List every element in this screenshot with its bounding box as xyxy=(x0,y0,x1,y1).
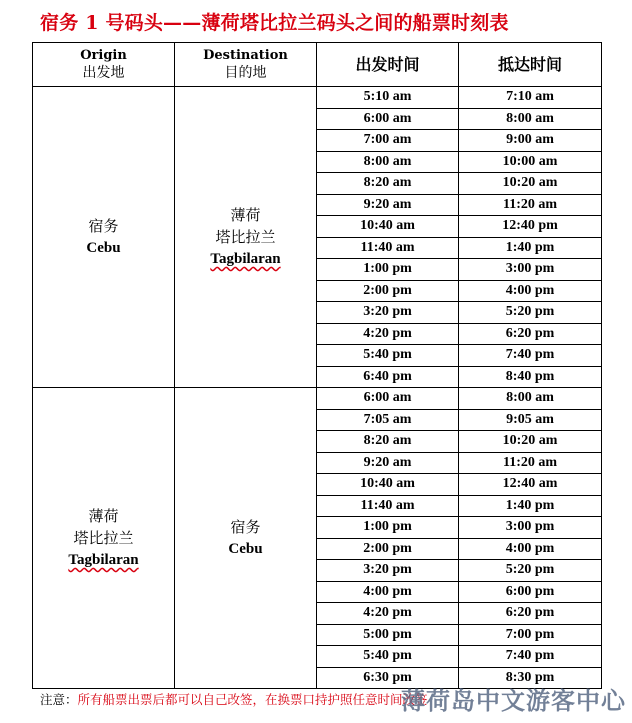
arrival-time: 7:40 pm xyxy=(459,345,602,367)
departure-time: 6:40 pm xyxy=(317,366,459,388)
arrival-time: 8:30 pm xyxy=(459,667,602,689)
arrival-time: 4:00 pm xyxy=(459,280,602,302)
arrival-time: 10:20 am xyxy=(459,431,602,453)
departure-time: 2:00 pm xyxy=(317,538,459,560)
departure-time: 8:20 am xyxy=(317,431,459,453)
origin-name-cn: 薄荷 xyxy=(88,507,119,525)
origin-name-cn-2: 塔比拉兰 xyxy=(73,529,134,547)
note-label: 注意： xyxy=(40,693,78,707)
departure-time: 11:40 am xyxy=(317,495,459,517)
arrival-time: 7:00 pm xyxy=(459,624,602,646)
departure-time: 6:00 am xyxy=(317,108,459,130)
arrival-time: 4:00 pm xyxy=(459,538,602,560)
arrival-time: 3:00 pm xyxy=(459,517,602,539)
destination-cell xyxy=(175,388,317,689)
arrival-time: 8:40 pm xyxy=(459,366,602,388)
departure-time: 9:20 am xyxy=(317,194,459,216)
note xyxy=(40,690,428,708)
departure-time: 3:20 pm xyxy=(317,560,459,582)
page-title: 宿务 1 号码头——薄荷塔比拉兰码头之间的船票时刻表 xyxy=(40,12,509,34)
table-header-row xyxy=(33,43,602,87)
destination-name-en: Tagbilaran xyxy=(210,251,281,267)
origin-name-en: Cebu xyxy=(86,240,121,256)
departure-time: 6:00 am xyxy=(317,388,459,410)
departure-time: 5:40 pm xyxy=(317,646,459,668)
ferry-schedule-table xyxy=(32,42,602,689)
arrival-time: 7:40 pm xyxy=(459,646,602,668)
table-row xyxy=(33,87,602,109)
departure-time: 10:40 am xyxy=(317,474,459,496)
destination-cell xyxy=(175,87,317,388)
departure-time: 5:40 pm xyxy=(317,345,459,367)
departure-time: 6:30 pm xyxy=(317,667,459,689)
departure-time: 7:05 am xyxy=(317,409,459,431)
departure-time: 2:00 pm xyxy=(317,280,459,302)
arrival-time: 5:20 pm xyxy=(459,560,602,582)
arrival-time: 9:05 am xyxy=(459,409,602,431)
origin-header-en: Origin xyxy=(80,47,127,63)
departure-time: 4:20 pm xyxy=(317,603,459,625)
arrival-time: 3:00 pm xyxy=(459,259,602,281)
departure-time-header: 出发时间 xyxy=(317,43,459,87)
arrival-time: 10:00 am xyxy=(459,151,602,173)
departure-time: 3:20 pm xyxy=(317,302,459,324)
destination-header-en: Destination xyxy=(203,47,288,63)
arrival-time: 8:00 am xyxy=(459,108,602,130)
departure-time: 9:20 am xyxy=(317,452,459,474)
arrival-time: 5:20 pm xyxy=(459,302,602,324)
destination-name-en: Cebu xyxy=(228,541,263,557)
departure-time: 8:20 am xyxy=(317,173,459,195)
arrival-time-header: 抵达时间 xyxy=(459,43,602,87)
schedule-body xyxy=(33,87,602,689)
origin-header-cn: 出发地 xyxy=(82,64,125,81)
departure-time: 11:40 am xyxy=(317,237,459,259)
arrival-time: 7:10 am xyxy=(459,87,602,109)
arrival-time: 12:40 pm xyxy=(459,216,602,238)
departure-time: 4:20 pm xyxy=(317,323,459,345)
destination-header-cn: 目的地 xyxy=(224,64,267,81)
arrival-time: 1:40 pm xyxy=(459,237,602,259)
destination-name-cn: 薄荷 xyxy=(230,206,261,224)
origin-header xyxy=(33,43,175,87)
departure-time: 5:00 pm xyxy=(317,624,459,646)
arrival-time: 6:20 pm xyxy=(459,603,602,625)
departure-time: 1:00 pm xyxy=(317,517,459,539)
table-row xyxy=(33,388,602,410)
arrival-time: 8:00 am xyxy=(459,388,602,410)
departure-time: 7:00 am xyxy=(317,130,459,152)
arrival-time: 6:20 pm xyxy=(459,323,602,345)
arrival-time: 9:00 am xyxy=(459,130,602,152)
departure-time: 8:00 am xyxy=(317,151,459,173)
watermark: 薄荷岛中文游客中心 xyxy=(401,687,626,715)
departure-time: 10:40 am xyxy=(317,216,459,238)
arrival-time: 1:40 pm xyxy=(459,495,602,517)
arrival-time: 12:40 am xyxy=(459,474,602,496)
departure-time: 4:00 pm xyxy=(317,581,459,603)
arrival-time: 11:20 am xyxy=(459,452,602,474)
destination-name-cn-2: 塔比拉兰 xyxy=(215,228,276,246)
origin-cell xyxy=(33,87,175,388)
destination-name-cn: 宿务 xyxy=(230,518,261,536)
arrival-time: 10:20 am xyxy=(459,173,602,195)
destination-header xyxy=(175,43,317,87)
origin-cell xyxy=(33,388,175,689)
arrival-time: 11:20 am xyxy=(459,194,602,216)
origin-name-cn: 宿务 xyxy=(88,217,119,235)
arrival-time: 6:00 pm xyxy=(459,581,602,603)
departure-time: 1:00 pm xyxy=(317,259,459,281)
origin-name-en: Tagbilaran xyxy=(68,552,139,568)
note-text: 所有船票出票后都可以自己改签，在换票口持护照任意时间改签 xyxy=(77,693,428,707)
departure-time: 5:10 am xyxy=(317,87,459,109)
